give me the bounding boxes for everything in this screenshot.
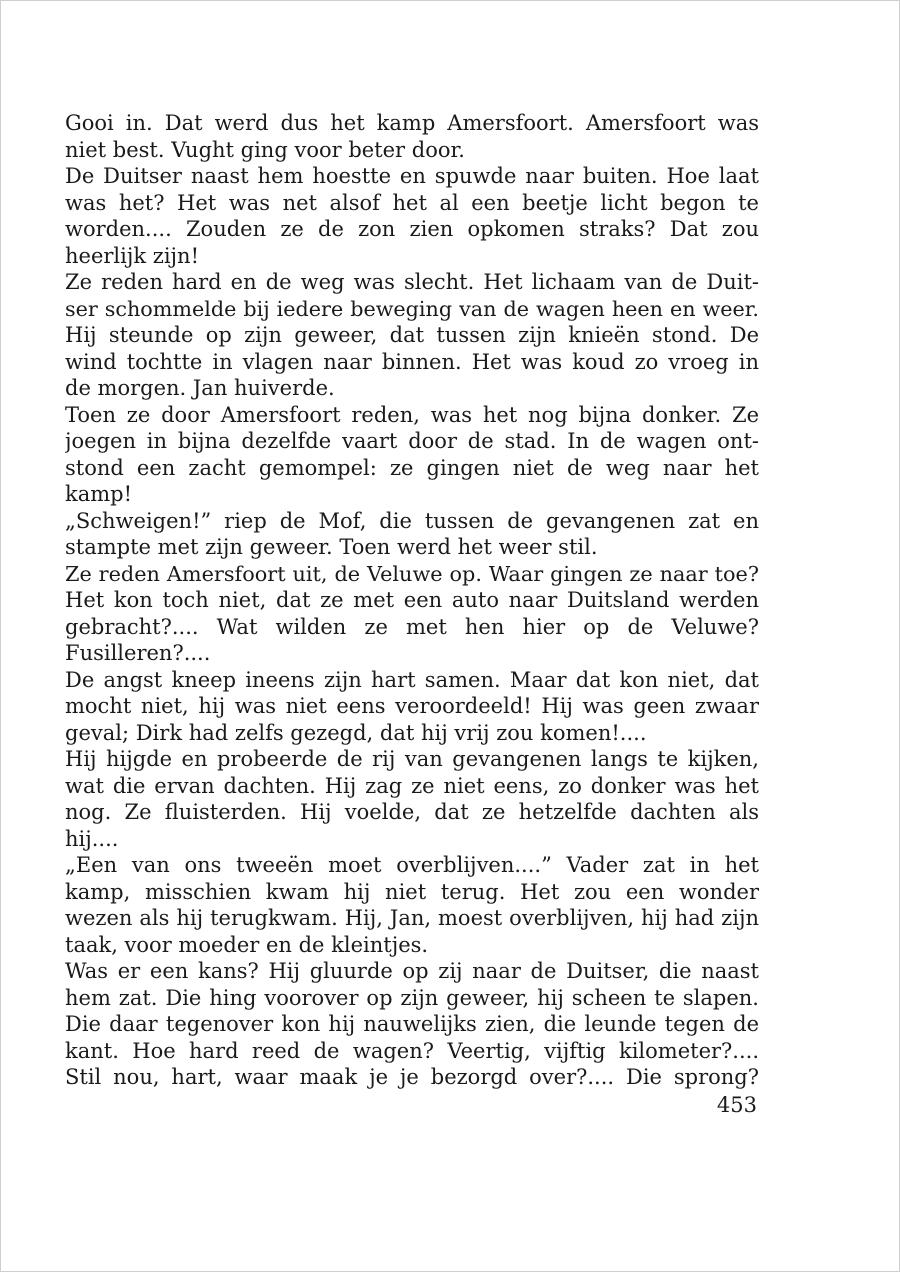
text-line: Het kon toch niet, dat ze met een auto naar Duitsland werden (65, 588, 759, 612)
text-line: mocht niet, hij was niet eens veroordeeld! Hij was geen zwaar (65, 694, 759, 718)
text-line: hem zat. Die hing voorover op zijn geweer, hij scheen te slapen. (65, 985, 759, 1010)
text-line: Ze reden hard en de weg was slecht. Het lichaam van de Duit- (65, 270, 759, 294)
text-line: niet best. Vught ging voor beter door. (65, 137, 465, 162)
text-line: „Schweigen!” riep de Mof, die tussen de gevangenen zat en (65, 508, 759, 533)
text-line: wezen als hij terugkwam. Hij, Jan, moest overblijven, hij had zijn (65, 906, 759, 930)
text-line: kamp! (65, 482, 133, 506)
text-line: Hij hijgde en probeerde de rij van gevangenen langs te kijken, (65, 747, 759, 771)
text-line: Hij steunde op zijn geweer, dat tussen zijn knieën stond. De (65, 323, 759, 347)
text-line: nog. Ze fluisterden. Hij voelde, dat ze hetzelfde dachten als (65, 800, 759, 824)
text-line: „Een van ons tweeën moet overblijven....” Vader zat in het (65, 853, 759, 877)
text-line: Ze reden Amersfoort uit, de Veluwe op. Waar gingen ze naar toe? (65, 561, 759, 586)
text-line: Gooi in. Dat werd dus het kamp Amersfoort. Amersfoort was (65, 111, 759, 135)
text-line: kamp, misschien kwam hij niet terug. Het zou een wonder (65, 879, 759, 904)
text-line: gebracht?.... Wat wilden ze met hen hier op de Veluwe? (65, 614, 759, 639)
text-line: de morgen. Jan huiverde. (65, 376, 335, 400)
text-line: worden.... Zouden ze de zon zien opkomen straks? Dat zou (65, 217, 759, 241)
text-line: taak, voor moeder en de kleintjes. (65, 932, 429, 957)
body-text (65, 110, 759, 1091)
text-line: joegen in bijna dezelfde vaart door de stad. In de wagen ont- (65, 429, 759, 453)
text-line: De angst kneep ineens zijn hart samen. Maar dat kon niet, dat (65, 667, 759, 692)
text-line: Fusilleren?.... (65, 641, 211, 665)
text-line: ser schommelde bij iedere beweging van de wagen heen en weer. (65, 296, 759, 321)
text-line: Was er een kans? Hij gluurde op zij naar de Duitser, die naast (65, 959, 759, 983)
text-line: De Duitser naast hem hoestte en spuwde naar buiten. Hoe laat (65, 164, 759, 188)
text-line: stond een zacht gemompel: ze gingen niet de weg naar het (65, 455, 759, 480)
text-line: Die daar tegenover kon hij nauwelijks zien, die leunde tegen de (65, 1012, 759, 1036)
text-line: wat die ervan dachten. Hij zag ze niet eens, zo donker was het (65, 773, 759, 798)
text-line: Toen ze door Amersfoort reden, was het nog bijna donker. Ze (65, 402, 759, 427)
text-line: Stil nou, hart, waar maak je je bezorgd over?.... Die sprong? (65, 1065, 759, 1089)
text-line: wind tochtte in vlagen naar binnen. Het was koud zo vroeg in (65, 349, 759, 374)
text-line: hij.... (65, 826, 119, 851)
page-number: 453 (716, 1093, 757, 1117)
text-line: stampte met zijn geweer. Toen werd het weer stil. (65, 535, 598, 559)
text-line: geval; Dirk had zelfs gezegd, dat hij vrij zou komen!.... (65, 720, 647, 745)
text-line: kant. Hoe hard reed de wagen? Veertig, vijftig kilometer?.... (65, 1038, 759, 1063)
text-line: was het? Het was net alsof het al een beetje licht begon te (65, 190, 759, 215)
text-line: heerlijk zijn! (65, 243, 200, 268)
